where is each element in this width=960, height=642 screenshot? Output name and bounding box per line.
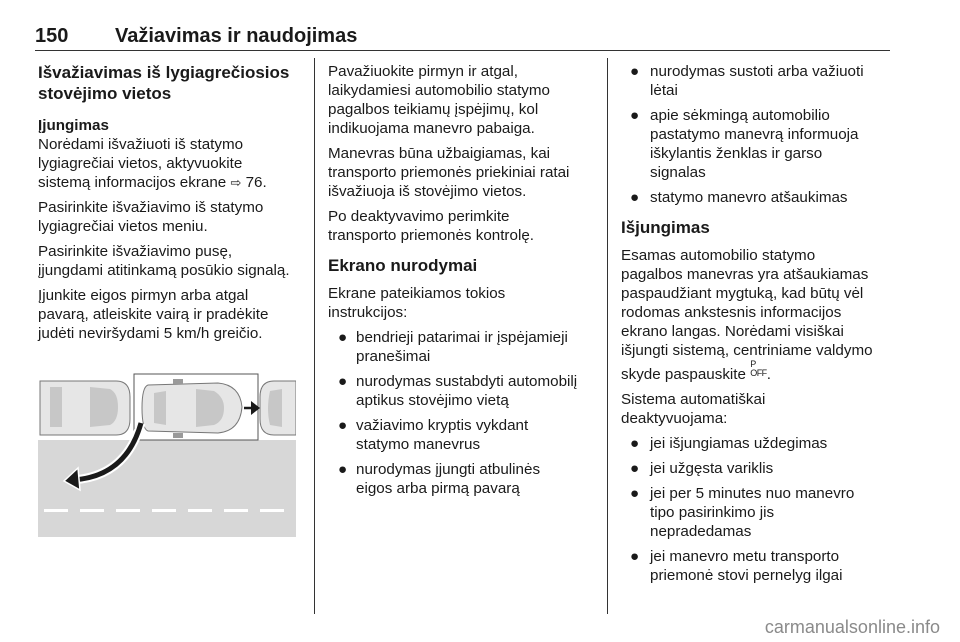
paragraph-instructions-intro: Ekrane pateikiamos tokios instrukcijos: (328, 285, 506, 321)
paragraph-drive-back-forth: Pavažiuokite pirmyn ir atgal, laikydamiesi automobilio statymo pagalbos teikiamų įspėjimų, kol indikuojama manevro pabaiga. (328, 63, 550, 137)
paragraph-select-menu: Pasirinkite išvažiavimo iš statymo lygiagrečiai vietos meniu. (38, 199, 264, 235)
list-item: ● apie sėkmingą automobilio pastatymo manevrą informuoja iškylantis ženklas ir garso signalas (630, 107, 859, 181)
bullet-icon: ● (338, 373, 348, 390)
bullet-icon: ● (630, 435, 640, 452)
list-item: ● jei išjungiamas uždegimas (630, 435, 828, 452)
parked-car-front (260, 381, 296, 435)
column-1 (38, 62, 300, 349)
column-2 (328, 62, 593, 504)
list-item: ● bendrieji patarimai ir įspėjamieji pranešimai (338, 329, 568, 365)
list-item: ● nurodymas sustabdyti automobilį aptikus stovėjimo vietą (338, 373, 578, 409)
header-rule (35, 50, 890, 51)
paragraph-take-control: Po deaktyvavimo perimkite transporto priemonės kontrolę. (328, 208, 534, 244)
parking-off-button-icon: P OFF (750, 359, 767, 378)
bullet-icon: ● (630, 460, 640, 477)
paragraph-engage-gear: Įjunkite eigos pirmyn arba atgal pavarą, atleiskite vairą ir pradėkite judėti neviršydami 5 km/h greičio. (38, 287, 269, 342)
chapter-title: Važiavimas ir naudojimas (115, 25, 358, 47)
parking-exit-illustration (38, 357, 296, 537)
list-item: ● statymo manevro atšaukimas (630, 189, 848, 206)
bullet-icon: ● (630, 485, 640, 502)
section-heading: Išvažiavimas iš lygiagrečiosios stovėjimo vietos (38, 63, 290, 103)
sub-heading-enable: Įjungimas (38, 117, 109, 134)
list-item: ● nurodymas įjungti atbulinės eigos arba pirmą pavarą (338, 461, 541, 497)
page-reference[interactable]: 76. (245, 174, 267, 191)
bullet-icon: ● (338, 417, 348, 434)
column-3 (621, 62, 896, 591)
subsection-heading-disable: Išjungimas (621, 218, 710, 237)
list-item: ● jei per 5 minutes nuo manevro tipo pasirinkimo jis nepradedamas (630, 485, 855, 540)
subsection-heading-display: Ekrano nurodymai (328, 256, 478, 275)
list-item: ● nurodymas sustoti arba važiuoti lėtai (630, 63, 864, 99)
paragraph-cancel-maneuver: Esamas automobilio statymo pagalbos manevras yra atšaukiamas paspaudžiant mygtuką, kad būtų vėl rodomas ankstesnis informacijos ekrano langas. Norėdami visiškai išjungti sistemą, centriniame valdymo skyde paspauskite P OFF. (621, 247, 873, 383)
page-reference-arrow-icon: ⇨ (230, 175, 242, 190)
bullet-icon: ● (630, 107, 640, 124)
page-header (35, 14, 890, 52)
own-car (142, 379, 242, 438)
paragraph-maneuver-complete: Manevras būna užbaigiamas, kai transporto priemonės priekiniai ratai išvažiuoja iš stovėjimo vietos. (328, 145, 570, 200)
column-divider-1 (314, 58, 315, 614)
bullet-icon: ● (630, 548, 640, 565)
lane-markings (44, 509, 284, 512)
list-item: ● jei užgęsta variklis (630, 460, 774, 477)
bullet-icon: ● (630, 189, 640, 206)
bullet-icon: ● (630, 63, 640, 80)
page-number: 150 (35, 25, 69, 47)
bullet-icon: ● (338, 461, 348, 478)
list-item: ● jei manevro metu transporto priemonė stovi pernelyg ilgai (630, 548, 843, 584)
list-item: ● važiavimo kryptis vykdant statymo manevrus (338, 417, 529, 453)
paragraph-select-side: Pasirinkite išvažiavimo pusę, įjungdami atitinkamą posūkio signalą. (38, 243, 290, 279)
parked-car-rear (40, 381, 130, 435)
column-divider-2 (607, 58, 608, 614)
bullet-icon: ● (338, 329, 348, 346)
paragraph-auto-deactivation: Sistema automatiškai deaktyvuojama: (621, 391, 766, 427)
watermark: carmanualsonline.info (764, 617, 940, 637)
paragraph-activate: Norėdami išvažiuoti iš statymo lygiagrečiai vietos, aktyvuokite sistemą informacijos ekrane ⇨ 76. (38, 136, 267, 191)
